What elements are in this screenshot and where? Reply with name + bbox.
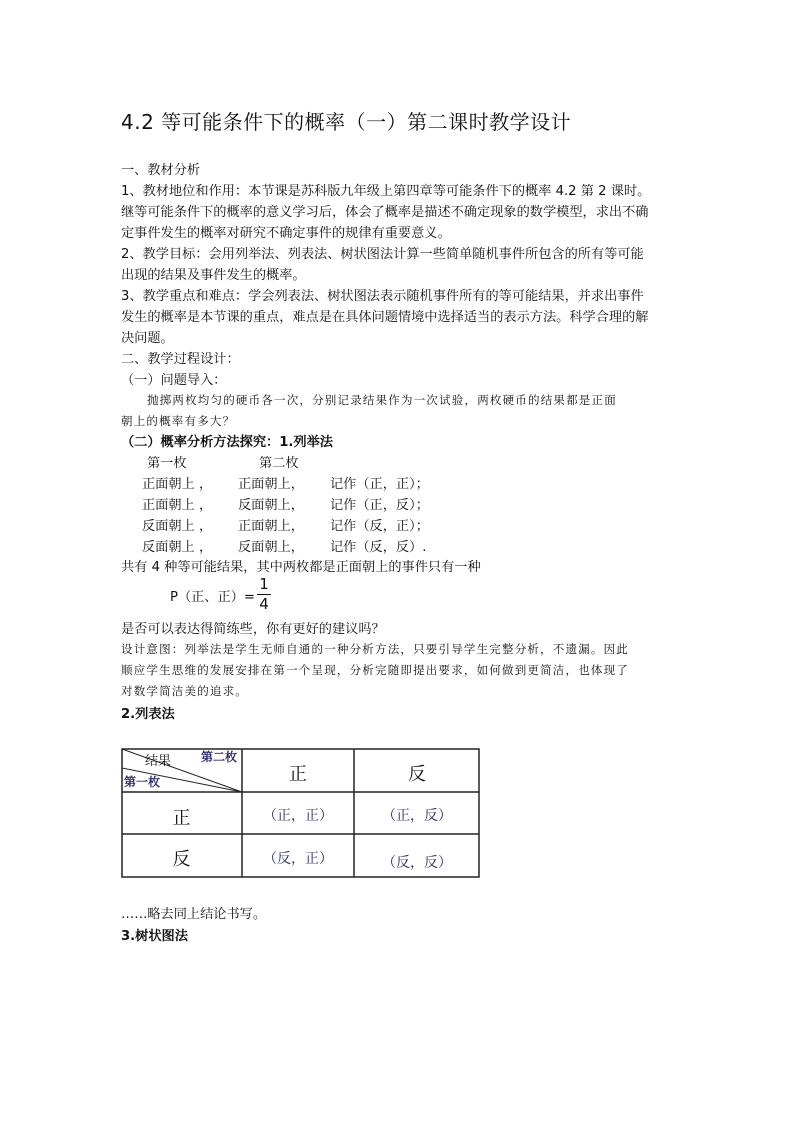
table-method-heading: 2.列表法 [121,707,175,722]
paragraph-1-line-1: 1、教材地位和作用：本节课是苏科版九年级上第四章等可能条件下的概率 4.2 第 2 课时。 [121,184,651,199]
design-intent-line-2: 顺应学生思维的发展安排在第一个呈现，分析完随即提出要求，如何做到更简洁，也体现了 [121,663,629,677]
paragraph-1-line-2: 继等可能条件下的概率的意义学习后，体会了概率是描述不确定现象的数学模型，求出不确 [121,205,649,220]
enum-row-2-second: 反面朝上， [238,498,304,513]
paragraph-2-line-1: 2、教学目标：会用列举法、列表法、树状图法计算一些简单随机事件所包含的所有等可能 [121,247,644,262]
column-label-first-coin: 第一枚 [147,456,187,471]
enum-row-3-first: 反面朝上 ， [142,519,213,534]
enum-row-4-second: 反面朝上， [238,540,304,555]
enum-row-3-second: 正面朝上， [238,519,304,534]
explore-heading: （二）概率分析方法探究：1.列举法 [121,435,333,450]
corner-first-coin-label: 第一枚 [124,775,161,789]
corner-result-label: 结果 [145,754,172,769]
table-cell-tails-heads: （反，正） [263,851,333,867]
enum-row-2-result: 记作（正，反）； [330,498,429,513]
table-header-tails: 反 [408,764,426,785]
probability-fraction [257,576,271,613]
table-cell-heads-tails: （正，反） [382,808,452,824]
enum-row-1-first: 正面朝上 ， [142,477,213,492]
outcome-table [121,748,480,878]
enum-row-4-first: 反面朝上 ， [142,540,213,555]
fraction-denominator: 4 [259,595,269,613]
section2-heading: 二、教学过程设计： [121,352,240,367]
enum-row-3-result: 记作（反，正）； [330,519,429,534]
summary-text: 共有 4 种等可能结果，其中两枚都是正面朝上的事件只有一种 [121,560,481,575]
question-text: 是否可以表达得简练些，你有更好的建议吗？ [121,622,385,637]
corner-second-coin-label: 第二枚 [201,750,238,764]
paragraph-3-line-2: 发生的概率是本节课的重点，难点是在具体问题情境中选择适当的表示方法。科学合理的解 [121,310,649,325]
design-intent-line-3: 对数学简洁美的追求。 [121,684,248,698]
table-cell-heads-heads: （正，正） [263,808,333,824]
probability-label: P（正、正）= [170,590,255,605]
table-row-label-tails: 反 [172,849,191,870]
page-title: 4.2 等可能条件下的概率（一）第二课时教学设计 [121,110,572,134]
enum-row-1-result: 记作（正，正）； [330,477,429,492]
after-table-note: ……略去同上结论书写。 [121,907,267,922]
intro-text-line-2: 朝上的概率有多大？ [121,414,236,428]
enum-row-4-result: 记作（反，反）. [330,540,427,555]
table-row-label-heads: 正 [172,808,191,829]
table-cell-tails-tails: （反，反） [382,855,452,871]
column-label-second-coin: 第二枚 [259,456,299,471]
enum-row-2-first: 正面朝上 ， [142,498,213,513]
paragraph-3-line-1: 3、教学重点和难点：学会列表法、树状图法表示随机事件所有的等可能结果，并求出事件 [121,289,644,304]
design-intent-line-1: 设计意图：列举法是学生无师自通的一种分析方法，只要引导学生完整分析，不遗漏。因此 [121,642,629,656]
intro-text-line-1: 抛掷两枚均匀的硬币各一次，分别记录结果作为一次试验，两枚硬币的结果都是正面 [147,393,617,407]
section1-heading: 一、教材分析 [121,163,201,178]
table-header-heads: 正 [289,764,307,785]
intro-heading: （一）问题导入： [121,373,227,388]
tree-method-heading: 3.树状图法 [121,929,188,944]
paragraph-2-line-2: 出现的结果及事件发生的概率。 [121,268,306,283]
enum-row-1-second: 正面朝上， [238,477,304,492]
fraction-numerator: 1 [259,575,269,593]
paragraph-3-line-3: 决问题。 [121,331,174,346]
paragraph-1-line-3: 定事件发生的概率对研究不确定事件的规律有重要意义。 [121,226,451,241]
